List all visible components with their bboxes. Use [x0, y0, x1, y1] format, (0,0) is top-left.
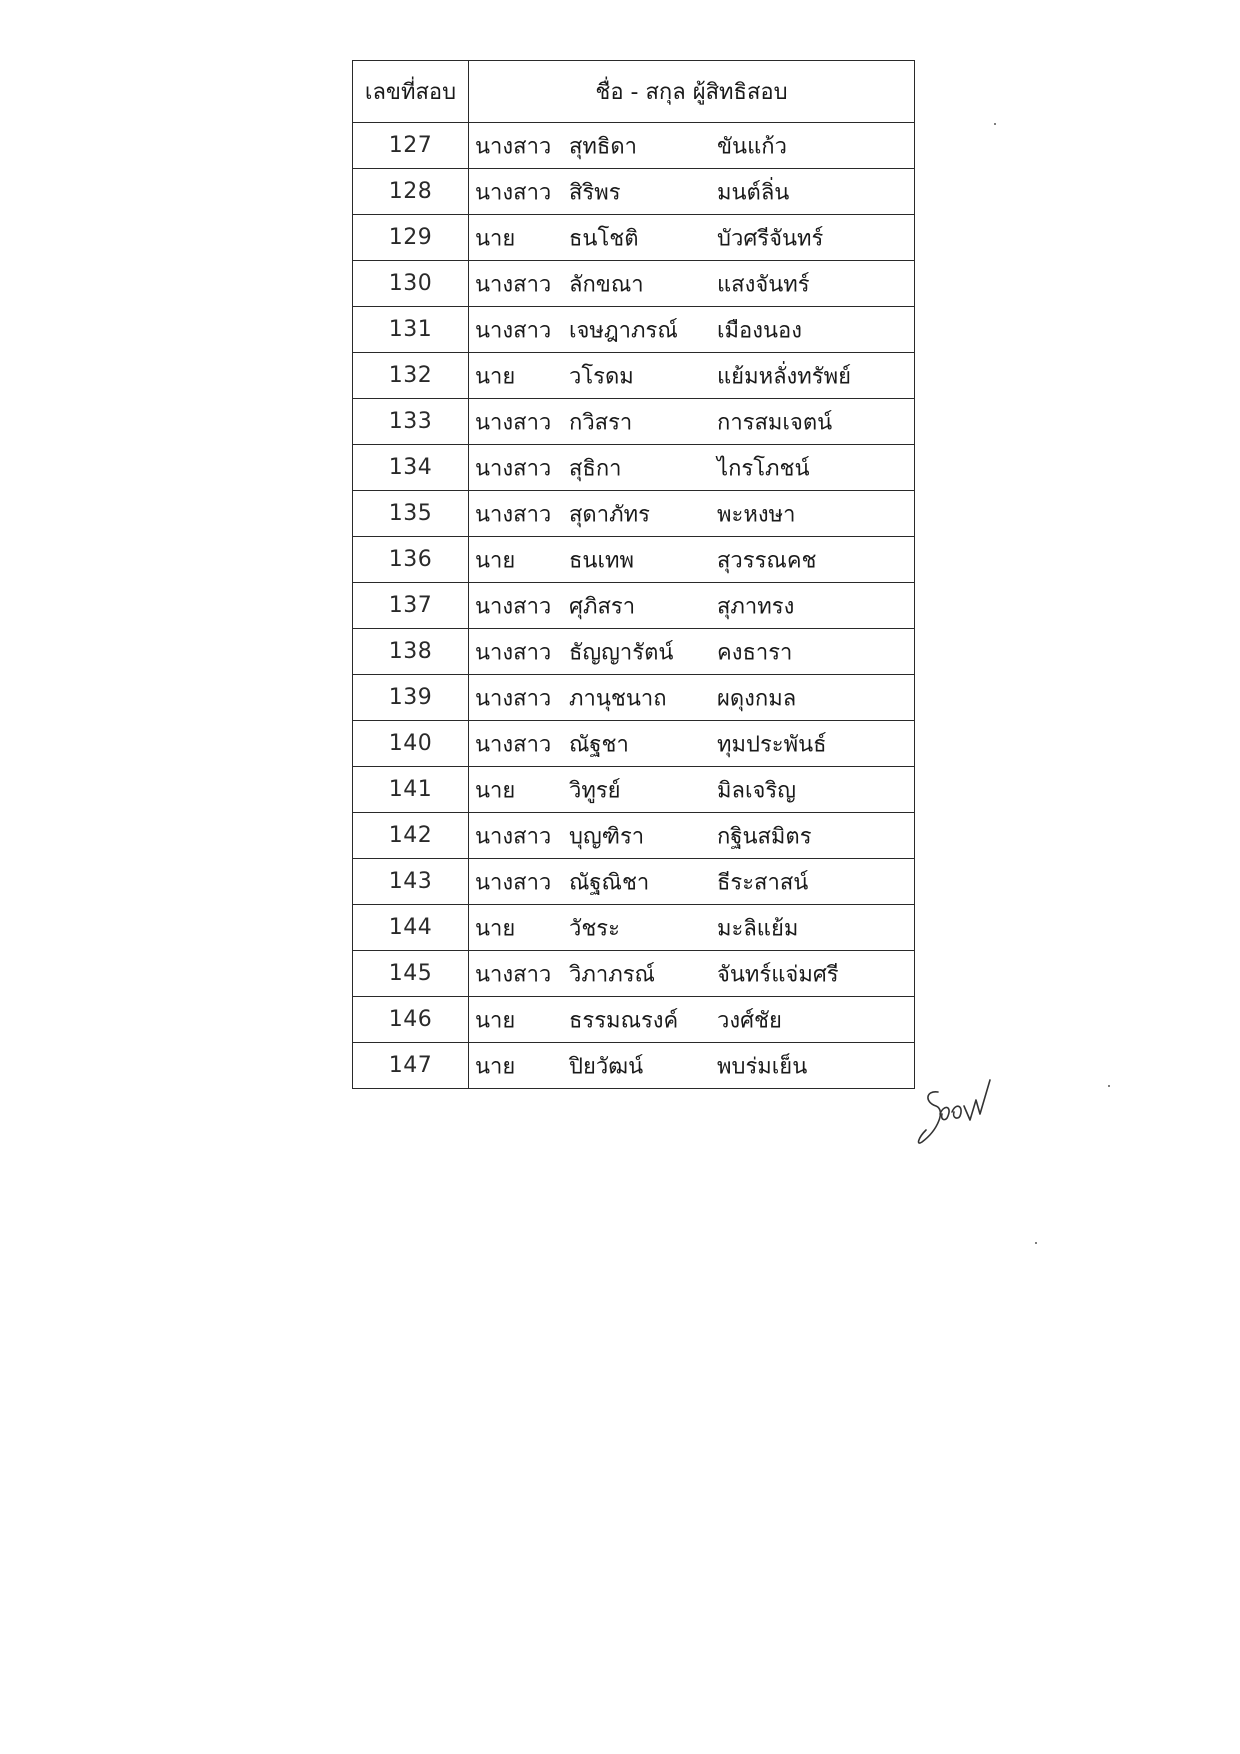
- name-prefix: นางสาว: [475, 594, 552, 619]
- last-name: กฐินสมิตร: [717, 824, 812, 849]
- table-row: [353, 675, 915, 721]
- exam-number: 144: [353, 905, 469, 951]
- exam-number: 133: [353, 399, 469, 445]
- exam-number: 142: [353, 813, 469, 859]
- table-row: [353, 399, 915, 445]
- last-name: มิลเจริญ: [717, 778, 796, 803]
- table-row: [353, 813, 915, 859]
- name-prefix: นางสาว: [475, 456, 552, 481]
- name-prefix: นาย: [475, 916, 516, 941]
- last-name: คงธารา: [717, 640, 793, 665]
- candidate-name-cell: [469, 261, 915, 307]
- candidate-name-cell: [469, 997, 915, 1043]
- first-name: ปิยวัฒน์: [569, 1054, 644, 1079]
- name-prefix: นางสาว: [475, 134, 552, 159]
- name-prefix: นางสาว: [475, 870, 552, 895]
- name-prefix: นางสาว: [475, 502, 552, 527]
- exam-number: 140: [353, 721, 469, 767]
- name-prefix: นางสาว: [475, 640, 552, 665]
- exam-number: 146: [353, 997, 469, 1043]
- table-row: [353, 629, 915, 675]
- last-name: สุวรรณคช: [717, 548, 817, 573]
- first-name: วัชระ: [569, 916, 620, 941]
- table-row: [353, 169, 915, 215]
- exam-number: 129: [353, 215, 469, 261]
- table-row: [353, 537, 915, 583]
- first-name: วโรดม: [569, 364, 634, 389]
- name-prefix: นาย: [475, 548, 516, 573]
- scan-speck: [1035, 1242, 1037, 1244]
- exam-number: 147: [353, 1043, 469, 1089]
- first-name: ศุภิสรา: [569, 594, 636, 619]
- exam-number: 143: [353, 859, 469, 905]
- exam-number: 137: [353, 583, 469, 629]
- name-prefix: นางสาว: [475, 732, 552, 757]
- table-row: [353, 1043, 915, 1089]
- last-name: การสมเจตน์: [717, 410, 833, 435]
- exam-number: 131: [353, 307, 469, 353]
- candidate-name-cell: [469, 307, 915, 353]
- candidate-name-cell: [469, 583, 915, 629]
- candidate-name-cell: [469, 859, 915, 905]
- exam-number: 141: [353, 767, 469, 813]
- table-row: [353, 859, 915, 905]
- candidate-name-cell: [469, 445, 915, 491]
- first-name: ณัฐณิชา: [569, 870, 650, 895]
- last-name: ขันแก้ว: [717, 134, 787, 159]
- candidate-table: [352, 60, 915, 1089]
- exam-number: 135: [353, 491, 469, 537]
- candidate-name-cell: [469, 123, 915, 169]
- candidate-name-cell: [469, 767, 915, 813]
- first-name: เจษฎาภรณ์: [569, 318, 678, 343]
- candidate-name-cell: [469, 215, 915, 261]
- candidate-name-cell: [469, 813, 915, 859]
- last-name: ทุมประพันธ์: [717, 732, 827, 757]
- name-prefix: นาย: [475, 1054, 516, 1079]
- last-name: ธีระสาสน์: [717, 870, 809, 895]
- first-name: กวิสรา: [569, 410, 633, 435]
- table-row: [353, 445, 915, 491]
- first-name: ธัญญารัตน์: [569, 640, 674, 665]
- first-name: ธรรมณรงค์: [569, 1008, 679, 1033]
- table-row: [353, 353, 915, 399]
- candidate-name-cell: [469, 675, 915, 721]
- table-row: [353, 261, 915, 307]
- last-name: มนต์ลิ่น: [717, 180, 790, 205]
- last-name: บัวศรีจันทร์: [717, 226, 824, 251]
- first-name: สุทธิดา: [569, 134, 637, 159]
- candidate-name-cell: [469, 951, 915, 997]
- table-row: [353, 123, 915, 169]
- table-row: [353, 951, 915, 997]
- name-prefix: นางสาว: [475, 318, 552, 343]
- table-row: [353, 215, 915, 261]
- first-name: ณัฐชา: [569, 732, 629, 757]
- candidate-name-cell: [469, 905, 915, 951]
- candidate-name-cell: [469, 537, 915, 583]
- candidate-name-cell: [469, 1043, 915, 1089]
- exam-number: 145: [353, 951, 469, 997]
- candidate-name-cell: [469, 491, 915, 537]
- name-prefix: นาย: [475, 778, 516, 803]
- exam-number: 130: [353, 261, 469, 307]
- name-prefix: นางสาว: [475, 686, 552, 711]
- name-prefix: นางสาว: [475, 180, 552, 205]
- first-name: ธนโชติ: [569, 226, 639, 251]
- first-name: บุญฑิรา: [569, 824, 645, 849]
- first-name: ธนเทพ: [569, 548, 634, 573]
- last-name: ไกรโภชน์: [717, 456, 810, 481]
- last-name: แย้มหลั่งทรัพย์: [717, 364, 852, 389]
- first-name: สุธิกา: [569, 456, 622, 481]
- table-row: [353, 767, 915, 813]
- first-name: ลักขณา: [569, 272, 644, 297]
- name-prefix: นางสาว: [475, 824, 552, 849]
- scan-speck: [994, 123, 996, 125]
- exam-number: 136: [353, 537, 469, 583]
- table-header: [353, 61, 915, 123]
- last-name: พบร่มเย็น: [717, 1054, 808, 1079]
- last-name: วงศ์ชัย: [717, 1008, 782, 1033]
- table-row: [353, 307, 915, 353]
- last-name: พะหงษา: [717, 502, 796, 527]
- last-name: แสงจันทร์: [717, 272, 810, 297]
- first-name: ภานุชนาถ: [569, 686, 667, 711]
- table-row: [353, 721, 915, 767]
- header-name: ชื่อ - สกุล ผู้สิทธิสอบ: [469, 61, 915, 123]
- candidate-name-cell: [469, 721, 915, 767]
- last-name: จันทร์แจ่มศรี: [717, 962, 839, 987]
- first-name: สุดาภัทร: [569, 502, 650, 527]
- table-row: [353, 491, 915, 537]
- exam-number: 134: [353, 445, 469, 491]
- handwritten-signature: [908, 1070, 998, 1160]
- first-name: สิริพร: [569, 180, 621, 205]
- last-name: เมืองนอง: [717, 318, 802, 343]
- exam-number: 138: [353, 629, 469, 675]
- name-prefix: นาย: [475, 364, 516, 389]
- first-name: วิภาภรณ์: [569, 962, 655, 987]
- scan-speck: [1108, 1085, 1110, 1087]
- first-name: วิทูรย์: [569, 778, 621, 803]
- last-name: ผดุงกมล: [717, 686, 797, 711]
- name-prefix: นาย: [475, 226, 516, 251]
- header-row: [353, 61, 915, 123]
- name-prefix: นาย: [475, 1008, 516, 1033]
- name-prefix: นางสาว: [475, 962, 552, 987]
- table-row: [353, 583, 915, 629]
- candidate-name-cell: [469, 169, 915, 215]
- header-exam-no: เลขที่สอบ: [353, 61, 469, 123]
- candidate-name-cell: [469, 399, 915, 445]
- exam-number: 139: [353, 675, 469, 721]
- name-prefix: นางสาว: [475, 272, 552, 297]
- exam-number: 132: [353, 353, 469, 399]
- table-body: [353, 123, 915, 1089]
- exam-number: 127: [353, 123, 469, 169]
- last-name: มะลิแย้ม: [717, 916, 799, 941]
- exam-number: 128: [353, 169, 469, 215]
- name-prefix: นางสาว: [475, 410, 552, 435]
- candidate-name-cell: [469, 629, 915, 675]
- table-row: [353, 905, 915, 951]
- last-name: สุภาทรง: [717, 594, 795, 619]
- candidate-name-cell: [469, 353, 915, 399]
- table-row: [353, 997, 915, 1043]
